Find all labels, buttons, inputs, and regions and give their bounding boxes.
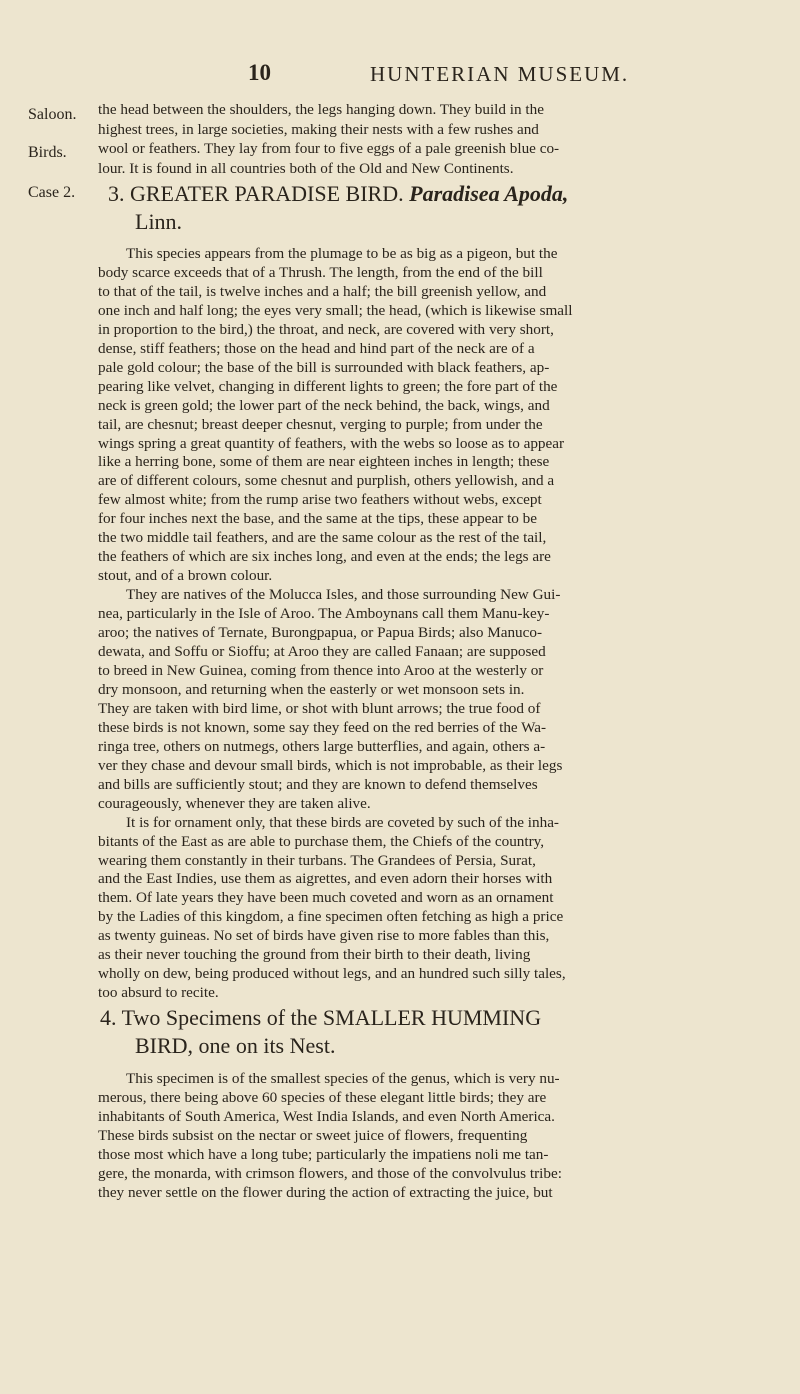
text-line: like a herring bone, some of them are near eighteen inches in length; these	[98, 453, 550, 471]
text-line: them. Of late years they have been much coveted and worn as an ornament	[98, 889, 554, 907]
text-line: dry monsoon, and returning when the easterly or wet monsoon sets in.	[98, 680, 525, 698]
text-line: they never settle on the flower during the action of extracting the juice, but	[98, 1183, 553, 1201]
text-line: ringa tree, others on nutmegs, others large butterflies, and again, others a-	[98, 737, 546, 755]
section-heading-4-cont	[135, 1032, 335, 1060]
text-line: courageously, whenever they are taken alive.	[98, 794, 371, 812]
text-line: They are natives of the Molucca Isles, and those surrounding New Gui-	[126, 586, 561, 604]
margin-note-case: Case 2.	[28, 184, 76, 201]
section-heading-3	[108, 180, 568, 208]
text-line: wholly on dew, being produced without legs, and an hundred such silly tales,	[98, 965, 566, 983]
section-4-title-line1: 4. Two Specimens of the SMALLER HUMMING	[100, 1005, 542, 1030]
paragraph	[98, 245, 730, 586]
text-line: and the East Indies, use them as aigrettes, and even adorn their horses with	[98, 870, 553, 888]
text-line: They are taken with bird lime, or shot with blunt arrows; the true food of	[98, 699, 541, 717]
text-line: bitants of the East as are able to purchase them, the Chiefs of the country,	[98, 832, 545, 850]
text-line: neck is green gold; the lower part of the neck behind, the back, wings, and	[98, 396, 550, 414]
text-line: highest trees, in large societies, making their nests with a few rushes and	[98, 120, 539, 138]
section-4-title-line2: BIRD, one on its Nest.	[135, 1033, 336, 1058]
text-line: pearing like velvet, changing in different lights to green; the fore part of the	[98, 377, 558, 395]
section-heading-4	[100, 1004, 541, 1032]
margin-note-birds: Birds.	[28, 144, 67, 161]
text-line: This species appears from the plumage to be as big as a pigeon, but the	[126, 245, 558, 262]
section-4-body	[98, 1070, 730, 1203]
text-line: as their never touching the ground from their birth to their death, living	[98, 946, 531, 964]
text-line: gere, the monarda, with crimson flowers, and those of the convolvulus tribe:	[98, 1164, 562, 1182]
text-line: lour. It is found in all countries both of the Old and New Continents.	[98, 159, 514, 177]
margin-note-saloon: Saloon.	[28, 106, 77, 123]
text-line: the two middle tail feathers, and are the same colour as the rest of the tail,	[98, 529, 547, 547]
text-line: to breed in New Guinea, coming from thence into Aroo at the westerly or	[98, 661, 544, 679]
text-line: merous, there being above 60 species of these elegant little birds; they are	[98, 1088, 547, 1106]
paragraph	[98, 586, 730, 813]
text-line: ver they chase and devour small birds, which is not improbable, as their legs	[98, 756, 563, 774]
text-line: the head between the shoulders, the legs hanging down. They build in the	[98, 101, 544, 118]
section-3-body	[98, 245, 730, 1003]
text-line: to that of the tail, is twelve inches and a half; the bill greenish yellow, and	[98, 282, 547, 300]
text-line: inhabitants of South America, West India Islands, and even North America.	[98, 1107, 555, 1125]
running-head: HUNTERIAN MUSEUM.	[370, 62, 630, 86]
text-line: those most which have a long tube; particularly the impatiens noli me tan-	[98, 1145, 549, 1163]
text-line: in proportion to the bird,) the throat, and neck, are covered with very short,	[98, 320, 554, 338]
latin-name: Paradisea Apoda,	[409, 181, 569, 206]
text-line: wool or feathers. They lay from four to five eggs of a pale greenish blue co-	[98, 140, 560, 157]
paragraph	[98, 814, 730, 1004]
section-number: 3.	[108, 181, 125, 206]
text-line: wings spring a great quantity of feathers, with the webs so loose as to appear	[98, 434, 565, 452]
text-line: dewata, and Soffu or Sioffu; at Aroo they are called Fanaan; are supposed	[98, 643, 546, 661]
page-header	[0, 60, 800, 90]
text-line: stout, and of a brown colour.	[98, 567, 273, 585]
authority-text: Linn.	[135, 209, 183, 234]
text-line: are of different colours, some chesnut and purplish, others yellowish, and a	[98, 472, 555, 490]
text-line: nea, particularly in the Isle of Aroo. The Amboynans call them Manu-key-	[98, 605, 550, 623]
section-authority	[135, 208, 182, 236]
text-line: and bills are sufficiently stout; and they are known to defend themselves	[98, 775, 538, 793]
text-line: for four inches next the base, and the same at the tips, these appear to be	[98, 510, 538, 528]
section-title: GREATER PARADISE BIRD.	[130, 181, 404, 206]
text-line: by the Ladies of this kingdom, a fine specimen often fetching as high a price	[98, 908, 564, 926]
text-line: pale gold colour; the base of the bill is surrounded with black feathers, ap-	[98, 358, 550, 376]
continued-paragraph	[98, 100, 730, 178]
text-line: wearing them constantly in their turbans. The Grandees of Persia, Surat,	[98, 851, 536, 869]
text-line: too absurd to recite.	[98, 984, 219, 1002]
text-line: these birds is not known, some say they feed on the red berries of the Wa-	[98, 718, 547, 736]
text-line: the feathers of which are six inches long, and even at the ends; the legs are	[98, 548, 551, 566]
text-line: tail, are chesnut; breast deeper chesnut, verging to purple; from under the	[98, 415, 543, 433]
text-line: It is for ornament only, that these birds are coveted by such of the inha-	[126, 813, 559, 831]
text-line: as twenty guineas. No set of birds have given rise to more fables than this,	[98, 927, 550, 945]
text-line: These birds subsist on the nectar or sweet juice of flowers, frequenting	[98, 1126, 528, 1144]
text-line: one inch and half long; the eyes very small; the head, (which is likewise small	[98, 301, 573, 319]
text-line: body scarce exceeds that of a Thrush. The length, from the end of the bill	[98, 263, 543, 281]
text-line: aroo; the natives of Ternate, Burongpapua, or Papua Birds; also Manuco-	[98, 624, 543, 642]
text-line: dense, stiff feathers; those on the head and hind part of the neck are of a	[98, 339, 535, 357]
text-line: This specimen is of the smallest species of the genus, which is very nu-	[126, 1070, 560, 1087]
text-line: few almost white; from the rump arise two feathers without webs, except	[98, 491, 542, 509]
page-number: 10	[248, 60, 271, 85]
